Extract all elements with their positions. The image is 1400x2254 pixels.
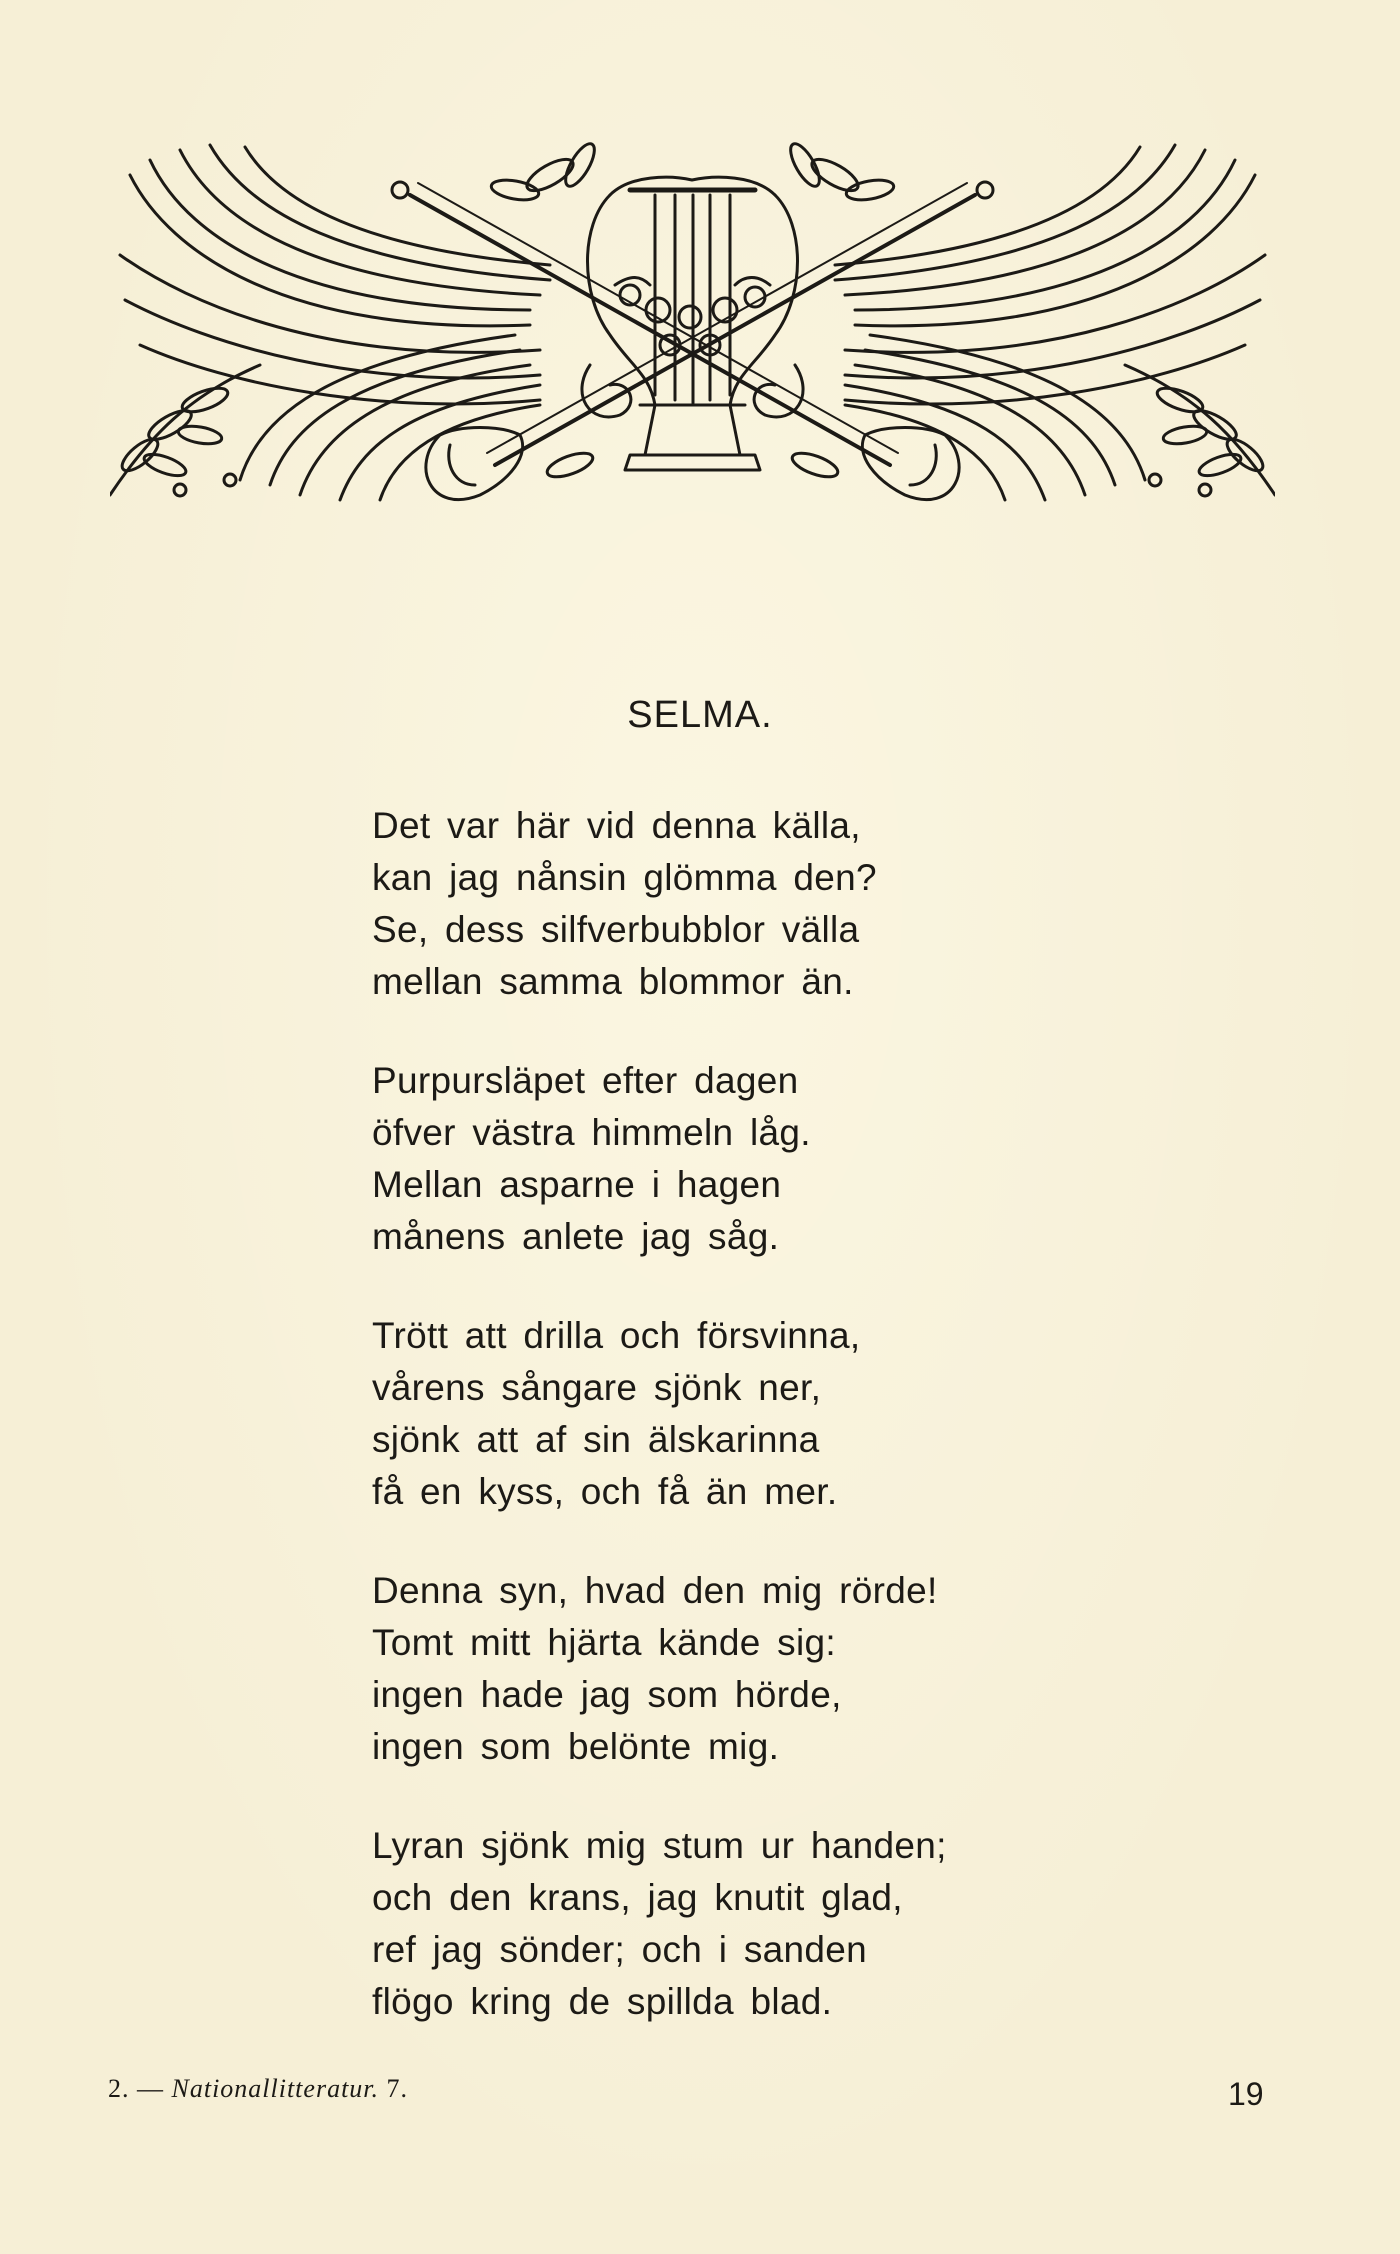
poem-line: Purpursläpet efter dagen	[372, 1060, 799, 1101]
poem-line: Denna syn, hvad den mig rörde!	[372, 1570, 938, 1611]
poem-line: sjönk att af sin älskarinna	[372, 1419, 820, 1460]
poem-line: ref jag sönder; och i sanden	[372, 1929, 868, 1970]
poem-line: vårens sångare sjönk ner,	[372, 1367, 822, 1408]
stanza-2	[372, 1055, 1072, 1263]
poem-line: öfver västra himmeln låg.	[372, 1112, 811, 1153]
poem-line: mellan samma blommor än.	[372, 961, 854, 1002]
stanza-4	[372, 1565, 1072, 1773]
poem-line: Se, dess silfverbubblor välla	[372, 909, 860, 950]
printer-signature	[108, 2074, 408, 2104]
poem-body	[372, 800, 1072, 2075]
poem-line: ingen hade jag som hörde,	[372, 1674, 842, 1715]
poem-line: månens anlete jag såg.	[372, 1216, 780, 1257]
poem-title: SELMA.	[627, 694, 773, 736]
poem-line: flögo kring de spillda blad.	[372, 1981, 833, 2022]
stanza-3	[372, 1310, 1072, 1518]
poem-line: ingen som belönte mig.	[372, 1726, 780, 1767]
signature-prefix: 2. —	[108, 2074, 164, 2103]
page-number: 19	[1228, 2076, 1264, 2112]
stanza-1	[372, 800, 1072, 1008]
poem-line: Det var här vid denna källa,	[372, 805, 861, 846]
poem-line: Trött att drilla och försvinna,	[372, 1315, 861, 1356]
poem-line: kan jag nånsin glömma den?	[372, 857, 877, 898]
stanza-5	[372, 1820, 1072, 2028]
poem-line: få en kyss, och få än mer.	[372, 1471, 838, 1512]
poem-line: Lyran sjönk mig stum ur handen;	[372, 1825, 947, 1866]
signature-suffix: 7.	[386, 2074, 409, 2103]
poem-line: och den krans, jag knutit glad,	[372, 1877, 903, 1918]
signature-name: Nationallitteratur.	[171, 2074, 380, 2103]
lyre-trumpets-laurel-ornament-icon	[110, 135, 1275, 510]
poem-line: Tomt mitt hjärta kände sig:	[372, 1622, 836, 1663]
poem-line: Mellan asparne i hagen	[372, 1164, 782, 1205]
